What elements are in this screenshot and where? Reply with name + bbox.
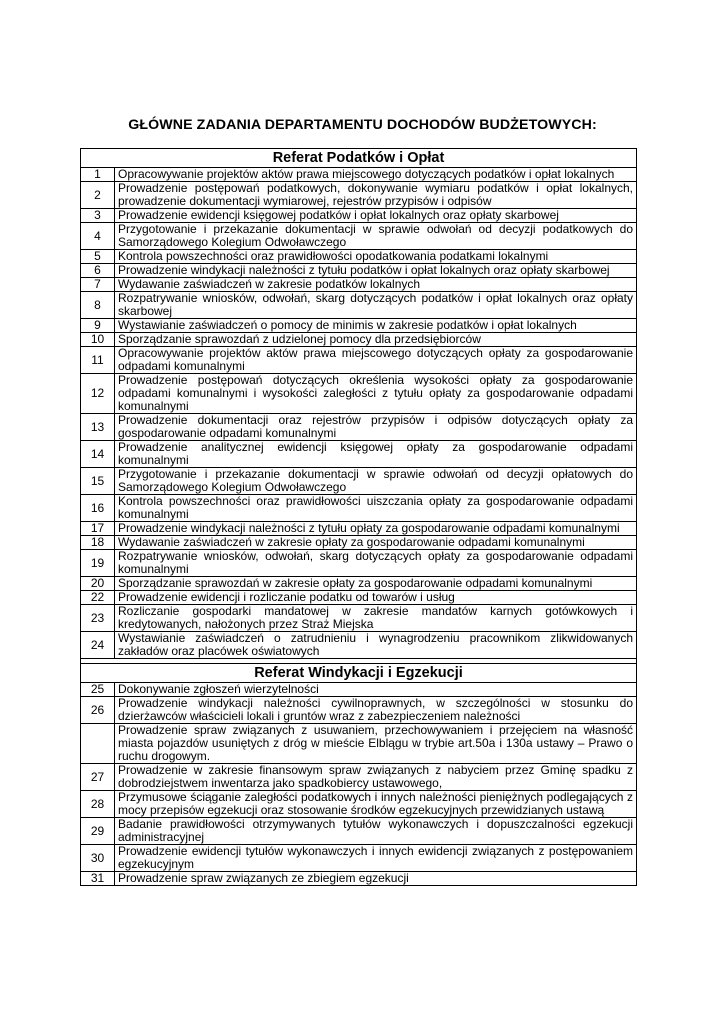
table-row xyxy=(81,319,637,333)
task-description: Opracowywanie projektów aktów prawa miejscowego dotyczących opłaty za gospodarowanie odpadami komunalnymi xyxy=(115,347,637,374)
task-description: Prowadzenie w zakresie finansowym spraw związanych z nabyciem przez Gminę spadku z dobrodziejstwem inwentarza jako spadkobiercy ustawowego, xyxy=(115,764,637,791)
section-header-row xyxy=(81,664,637,683)
task-description: Przymusowe ściąganie zaległości podatkowych i innych należności pieniężnych podlegających z mocy przepisów egzekucji oraz stosowanie środków egzekucyjnych przewidzianych ustawą xyxy=(115,791,637,818)
task-number: 1 xyxy=(81,168,115,182)
table-row xyxy=(81,591,637,605)
task-number: 27 xyxy=(81,764,115,791)
task-number: 12 xyxy=(81,374,115,414)
task-description: Prowadzenie windykacji należności z tytułu opłaty za gospodarowanie odpadami komunalnymi xyxy=(115,522,637,536)
task-description: Dokonywanie zgłoszeń wierzytelności xyxy=(115,683,637,697)
table-row xyxy=(81,724,637,764)
task-description: Wydawanie zaświadczeń w zakresie podatków lokalnych xyxy=(115,278,637,292)
page-title: GŁÓWNE ZADANIA DEPARTAMENTU DOCHODÓW BUDŻETOWYCH: xyxy=(128,117,597,133)
task-description: Prowadzenie windykacji należności z tytułu podatków i opłat lokalnych oraz opłaty skarbowej xyxy=(115,264,637,278)
table-row xyxy=(81,264,637,278)
table-row xyxy=(81,522,637,536)
table-row xyxy=(81,872,637,886)
table-row xyxy=(81,845,637,872)
table-row xyxy=(81,292,637,319)
table-row xyxy=(81,632,637,659)
task-number: 5 xyxy=(81,250,115,264)
task-description: Prowadzenie spraw związanych z usuwaniem, przechowywaniem i przejęciem na własność miasta pojazdów usuniętych z dróg w mieście Elblągu w trybie art.50a i 130a ustawy – Prawo o ruchu drogowym. xyxy=(115,724,637,764)
task-number xyxy=(81,724,115,764)
task-number: 22 xyxy=(81,591,115,605)
table-row xyxy=(81,764,637,791)
task-number: 16 xyxy=(81,495,115,522)
table-row xyxy=(81,577,637,591)
table-row xyxy=(81,536,637,550)
table-row xyxy=(81,223,637,250)
section-header: Referat Podatków i Opłat xyxy=(81,149,637,168)
task-number: 26 xyxy=(81,697,115,724)
task-description: Prowadzenie ewidencji i rozliczanie podatku od towarów i usług xyxy=(115,591,637,605)
task-number: 28 xyxy=(81,791,115,818)
table-row xyxy=(81,414,637,441)
table-row xyxy=(81,209,637,223)
table-row xyxy=(81,347,637,374)
section-header-row xyxy=(81,149,637,168)
task-number: 11 xyxy=(81,347,115,374)
task-description: Prowadzenie windykacji należności cywilnoprawnych, w szczególności w stosunku do dzierżawców właścicieli lokali i gruntów wraz z zabezpieczeniem należności xyxy=(115,697,637,724)
task-number: 20 xyxy=(81,577,115,591)
task-number: 23 xyxy=(81,605,115,632)
task-description: Kontrola powszechności oraz prawidłowości uiszczania opłaty za gospodarowanie odpadami komunalnymi xyxy=(115,495,637,522)
task-description: Przygotowanie i przekazanie dokumentacji w sprawie odwołań od decyzji opłatowych do Samorządowego Kolegium Odwoławczego xyxy=(115,468,637,495)
tasks-table xyxy=(80,148,637,886)
task-number: 25 xyxy=(81,683,115,697)
task-description: Sporządzanie sprawozdań z udzielonej pomocy dla przedsiębiorców xyxy=(115,333,637,347)
table-row xyxy=(81,250,637,264)
task-description: Rozpatrywanie wniosków, odwołań, skarg dotyczących opłaty za gospodarowanie odpadami komunalnymi xyxy=(115,550,637,577)
table-row xyxy=(81,441,637,468)
table-row xyxy=(81,605,637,632)
table-row xyxy=(81,374,637,414)
task-description: Prowadzenie ewidencji księgowej podatków i opłat lokalnych oraz opłaty skarbowej xyxy=(115,209,637,223)
task-description: Opracowywanie projektów aktów prawa miejscowego dotyczących podatków i opłat lokalnych xyxy=(115,168,637,182)
task-description: Wystawianie zaświadczeń o zatrudnieniu i wynagrodzeniu pracownikom zlikwidowanych zakładów oraz placówek oświatowych xyxy=(115,632,637,659)
task-number: 18 xyxy=(81,536,115,550)
tasks-table-body xyxy=(81,149,637,886)
task-number: 4 xyxy=(81,223,115,250)
task-description: Prowadzenie ewidencji tytułów wykonawczych i innych ewidencji związanych z postępowaniem egzekucyjnym xyxy=(115,845,637,872)
task-description: Rozliczanie gospodarki mandatowej w zakresie mandatów karnych gotówkowych i kredytowanych, nałożonych przez Straż Miejska xyxy=(115,605,637,632)
table-row xyxy=(81,333,637,347)
task-description: Kontrola powszechności oraz prawidłowości opodatkowania podatkami lokalnymi xyxy=(115,250,637,264)
task-description: Prowadzenie spraw związanych ze zbiegiem egzekucji xyxy=(115,872,637,886)
task-description: Rozpatrywanie wniosków, odwołań, skarg dotyczących podatków i opłat lokalnych oraz opłaty skarbowej xyxy=(115,292,637,319)
section-header: Referat Windykacji i Egzekucji xyxy=(81,664,637,683)
table-row xyxy=(81,550,637,577)
task-number: 8 xyxy=(81,292,115,319)
task-number: 13 xyxy=(81,414,115,441)
task-number: 7 xyxy=(81,278,115,292)
table-row xyxy=(81,278,637,292)
task-number: 30 xyxy=(81,845,115,872)
table-row xyxy=(81,168,637,182)
task-number: 10 xyxy=(81,333,115,347)
task-number: 14 xyxy=(81,441,115,468)
task-description: Prowadzenie postępowań podatkowych, dokonywanie wymiaru podatków i opłat lokalnych, prowadzenie dokumentacji wymiarowej, rejestrów przypisów i odpisów xyxy=(115,182,637,209)
task-description: Sporządzanie sprawozdań w zakresie opłaty za gospodarowanie odpadami komunalnymi xyxy=(115,577,637,591)
table-row xyxy=(81,683,637,697)
task-description: Prowadzenie analitycznej ewidencji księgowej opłaty za gospodarowanie odpadami komunalnymi xyxy=(115,441,637,468)
task-number: 3 xyxy=(81,209,115,223)
task-description: Prowadzenie dokumentacji oraz rejestrów przypisów i odpisów dotyczących opłaty za gospodarowanie odpadami komunalnymi xyxy=(115,414,637,441)
task-number: 2 xyxy=(81,182,115,209)
task-description: Prowadzenie postępowań dotyczących określenia wysokości opłaty za gospodarowanie odpadami komunalnymi i wysokości zaległości z tytułu opłaty za gospodarowanie odpadami komunalnymi xyxy=(115,374,637,414)
task-number: 6 xyxy=(81,264,115,278)
task-number: 15 xyxy=(81,468,115,495)
task-number: 9 xyxy=(81,319,115,333)
table-row xyxy=(81,495,637,522)
task-number: 17 xyxy=(81,522,115,536)
task-description: Wydawanie zaświadczeń w zakresie opłaty za gospodarowanie odpadami komunalnymi xyxy=(115,536,637,550)
table-row xyxy=(81,697,637,724)
task-number: 31 xyxy=(81,872,115,886)
task-number: 24 xyxy=(81,632,115,659)
task-number: 29 xyxy=(81,818,115,845)
task-description: Wystawianie zaświadczeń o pomocy de minimis w zakresie podatków i opłat lokalnych xyxy=(115,319,637,333)
task-description: Przygotowanie i przekazanie dokumentacji w sprawie odwołań od decyzji podatkowych do Samorządowego Kolegium Odwoławczego xyxy=(115,223,637,250)
task-number: 19 xyxy=(81,550,115,577)
task-description: Badanie prawidłowości otrzymywanych tytułów wykonawczych i dopuszczalności egzekucji administracyjnej xyxy=(115,818,637,845)
table-row xyxy=(81,182,637,209)
table-row xyxy=(81,818,637,845)
table-row xyxy=(81,791,637,818)
table-row xyxy=(81,468,637,495)
